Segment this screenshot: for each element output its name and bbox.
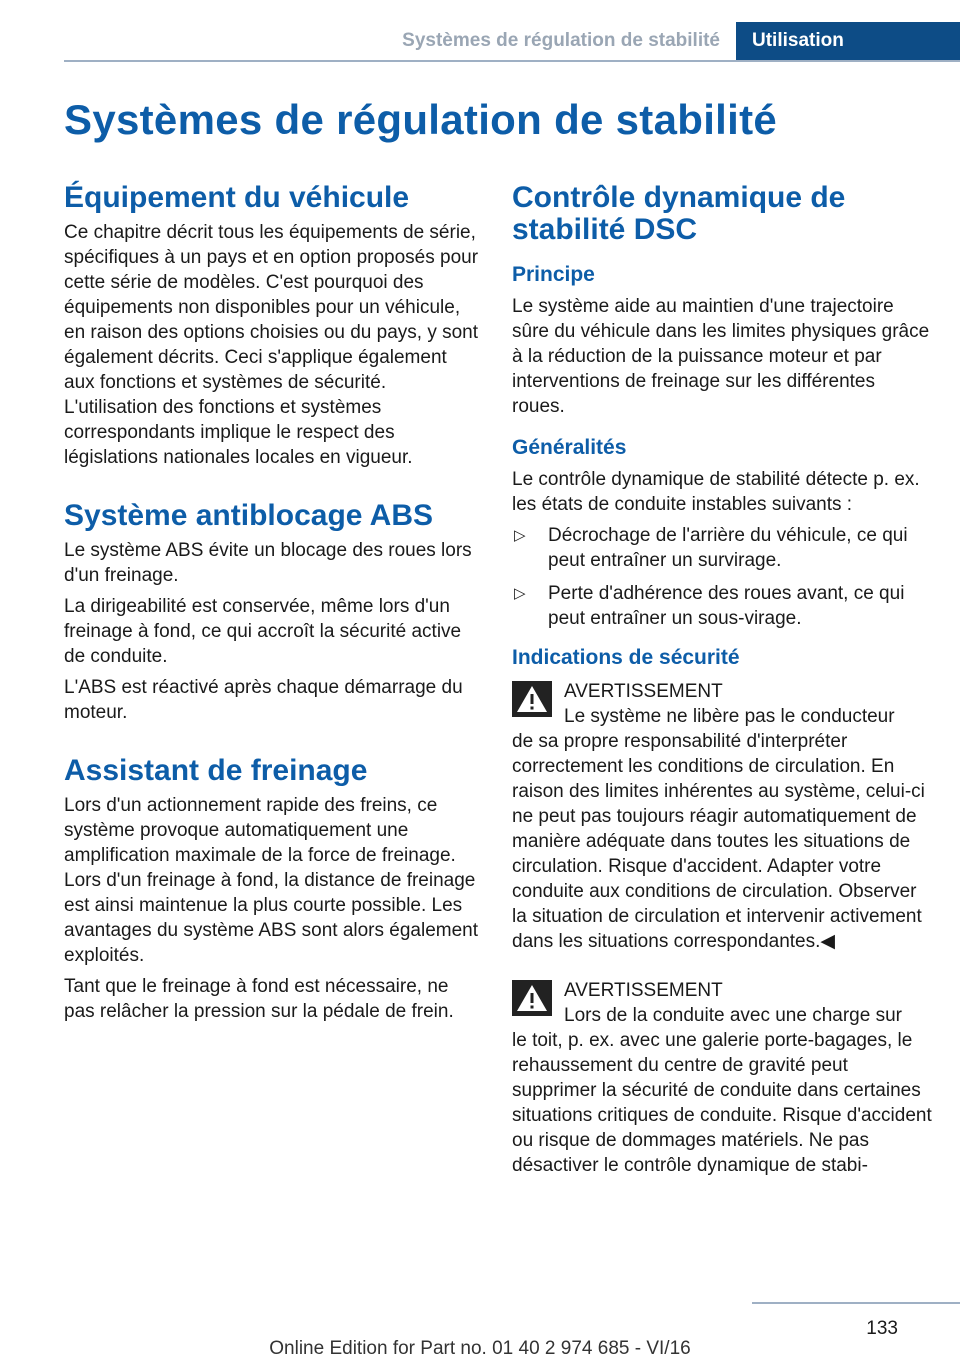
list-item <box>512 523 932 573</box>
page-number: 133 <box>866 1318 898 1339</box>
header-section-title: Systèmes de régulation de stabilité <box>402 30 720 51</box>
warning-triangle-icon <box>512 980 552 1016</box>
heading-abs: Système antiblocage ABS <box>64 499 434 532</box>
warning-text: le toit, p. ex. avec une galerie porte-bagages, le rehaussement du centre de gravité peut supprimer la sécurité de conduite dans certaines situations critiques de conduite. Risque d'accident ou risque de dommages matériels. Ne pas désactiver le contrôle dynamique de stabi- <box>512 1030 932 1176</box>
heading-generalites: Généralités <box>512 436 627 459</box>
tab-utilisation[interactable]: Utilisation <box>736 22 960 60</box>
left-column <box>64 182 482 1024</box>
heading-equipement: Équipement du véhicule <box>64 181 410 214</box>
header-rule <box>64 60 960 62</box>
warning-box <box>512 679 932 954</box>
triangle-bullet-icon: ▷ <box>514 527 526 544</box>
edition-footer: Online Edition for Part no. 01 40 2 974 685 - VI/16 <box>269 1338 691 1359</box>
heading-principe: Principe <box>512 263 595 286</box>
warning-triangle-icon <box>512 681 552 717</box>
paragraph-principe: Le système aide au maintien d'une trajectoire sûre du véhicule dans les limites physiques grâce à la réduction de la puissance moteur et par interventions de freinage sur les différentes roues. <box>512 296 930 417</box>
paragraph-generalites: Le contrôle dynamique de stabilité détecte p. ex. les états de conduite instables suivants : <box>512 469 920 515</box>
list-item-text: Perte d'adhérence des roues avant, ce qui peut entraîner un sous-virage. <box>548 583 905 629</box>
paragraph-freinage-2: Tant que le freinage à fond est nécessaire, ne pas relâcher la pression sur la pédale de frein. <box>64 976 454 1022</box>
bullet-list <box>512 523 932 631</box>
warning-first-line: Le système ne libère pas le conducteur <box>564 706 895 727</box>
list-item-text: Décrochage de l'arrière du véhicule, ce qui peut entraîner un survirage. <box>548 525 908 571</box>
paragraph-freinage-1: Lors d'un actionnement rapide des freins, ce système provoque automatiquement une amplification maximale de la force de freinage. Lors d'un freinage à fond, la distance de freinage est ainsi maintenue la plus courte possible. Les avantages du système ABS sont alors également exploités. <box>64 795 479 966</box>
paragraph-abs-3: L'ABS est réactivé après chaque démarrage du moteur. <box>64 677 463 723</box>
triangle-bullet-icon: ▷ <box>514 585 526 602</box>
warning-box <box>512 978 932 1178</box>
page-title: Systèmes de régulation de stabilité <box>64 96 778 143</box>
footer-rule <box>752 1302 960 1304</box>
warning-label: AVERTISSEMENT <box>564 980 723 1001</box>
warning-text: de sa propre responsabilité d'interpréter correctement les conditions de circulation. En raison des limites inhérentes au système, celui-ci ne peut pas toujours réagir automatiquement de manière adéquate dans toutes les situations de circulation. Risque d'accident. Adapter votre conduite aux conditions de circulation. Observer la situation de circulation et intervenir activement dans les situations correspondantes.◀ <box>512 731 925 952</box>
paragraph-abs-2: La dirigeabilité est conservée, même lors d'un freinage à fond, ce qui accroît la sécurité active de conduite. <box>64 596 462 667</box>
list-item <box>512 581 932 631</box>
heading-securite: Indications de sécurité <box>512 646 740 669</box>
warning-label: AVERTISSEMENT <box>564 681 723 702</box>
paragraph-equipement: Ce chapitre décrit tous les équipements de série, spécifiques à un pays et en option proposés pour cette série de modèles. C'est pourquoi des équipements non disponibles pour un véhicule, en raison des options choisies ou du pays, y sont également décrits. Ceci s'applique également aux fonctions et systèmes de sécurité. L'utilisation des fonctions et systèmes correspondants implique le respect des législations nationales locales en vigueur. <box>64 222 479 468</box>
right-column <box>512 182 932 1178</box>
heading-assistant-freinage: Assistant de freinage <box>64 754 368 787</box>
heading-dsc: Contrôle dynamique de stabilité DSC <box>512 181 846 246</box>
paragraph-abs-1: Le système ABS évite un blocage des roues lors d'un freinage. <box>64 540 472 586</box>
warning-first-line: Lors de la conduite avec une charge sur <box>564 1005 902 1026</box>
